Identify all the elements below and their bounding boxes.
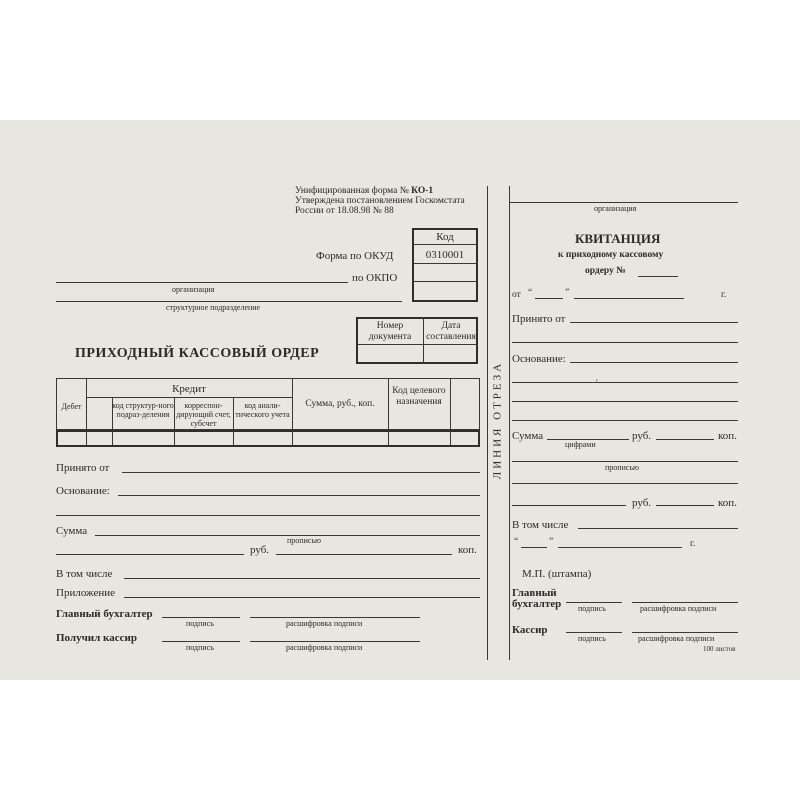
code-divider (412, 263, 478, 264)
cut-line (487, 186, 488, 660)
subdivision-caption: структурное подразделение (166, 303, 261, 312)
struct-code-header: код структур-ного подраз-деления (112, 401, 174, 419)
receipt-received-from-line[interactable] (570, 322, 738, 323)
receipt-sum-words-line-2[interactable] (512, 483, 738, 484)
received-cashier-label: Получил кассир (56, 632, 137, 644)
basis-line[interactable] (118, 495, 480, 496)
debit-header: Дебет (61, 402, 82, 411)
date-header: Дата составления (426, 321, 476, 343)
receipt-mark: ' (596, 379, 598, 389)
receipt-year-label-2: г. (690, 539, 696, 549)
form-code: КО-1 (411, 186, 434, 196)
sum-kop-line[interactable] (276, 554, 452, 555)
rub-label: руб. (250, 544, 270, 556)
cut-line-label: ЛИНИЯ ОТРЕЗА (491, 360, 504, 480)
signature-caption: подпись (186, 643, 214, 652)
corr-account-header: корреспон-дирующий счет, субсчет (176, 401, 231, 428)
receipt-chief-accountant-label-1: Главный (512, 587, 557, 599)
receipt-year-label: г. (721, 290, 727, 300)
table-data-row[interactable] (56, 430, 480, 447)
receipt-signature-caption: подпись (578, 604, 606, 613)
okud-label: Форма по ОКУД (316, 250, 394, 262)
receipt-organization-caption: организация (594, 204, 637, 213)
receipt-received-from-label: Принято от (512, 313, 566, 325)
form-sheet (0, 120, 800, 680)
attachment-label: Приложение (56, 587, 116, 599)
quote-open: “ (514, 537, 519, 547)
form-approval-line3: России от 18.08.98 № 88 (295, 206, 394, 216)
receipt-cashier-label: Кассир (512, 624, 548, 636)
document-title: ПРИХОДНЫЙ КАССОВЫЙ ОРДЕР (75, 346, 320, 361)
receipt-rub-label-2: руб. (632, 497, 652, 509)
organization-line[interactable] (56, 282, 348, 283)
receipt-organization-line[interactable] (510, 202, 738, 203)
receipt-from-label: от (512, 290, 521, 300)
receipt-in-words-caption: прописью (605, 463, 640, 472)
kop-label: коп. (458, 544, 477, 556)
receipt-day-line-2[interactable] (521, 547, 547, 548)
including-label: В том числе (56, 568, 113, 580)
receipt-month-line[interactable] (574, 298, 684, 299)
receipt-border (509, 186, 510, 660)
receipt-including-label: В том числе (512, 519, 569, 531)
chief-accountant-signature-line[interactable] (162, 617, 240, 618)
in-digits-caption: цифрами (565, 440, 596, 449)
credit-divider (86, 397, 292, 398)
receipt-basis-line[interactable] (570, 362, 738, 363)
receipt-order-number-line[interactable] (638, 276, 678, 277)
receipt-basis-line-4[interactable] (512, 420, 738, 421)
receipt-chief-signature-line[interactable] (566, 602, 622, 603)
number-date-row-line (356, 344, 478, 345)
receipt-chief-accountant-label-2: бухгалтер (512, 598, 562, 610)
receipt-order-number-label: ордеру № (585, 266, 626, 276)
quote-close: ” (565, 288, 570, 298)
signature-caption: подпись (186, 619, 214, 628)
chief-accountant-label: Главный бухгалтер (56, 608, 153, 620)
receipt-day-line[interactable] (535, 298, 563, 299)
received-from-label: Принято от (56, 462, 110, 474)
received-from-line[interactable] (122, 472, 480, 473)
stamp-label: М.П. (штампа) (522, 568, 592, 580)
receipt-sum-kop-line[interactable] (656, 439, 714, 440)
attachment-line[interactable] (124, 597, 480, 598)
receipt-including-line[interactable] (578, 528, 738, 529)
okpo-label: по ОКПО (352, 272, 398, 284)
receipt-signature-caption: подпись (578, 634, 606, 643)
cashier-signature-line[interactable] (162, 641, 240, 642)
organization-caption: организация (172, 285, 215, 294)
basis-line-2[interactable] (56, 515, 480, 516)
form-label: Унифицированная форма № (295, 186, 409, 196)
chief-accountant-decode-line[interactable] (250, 617, 420, 618)
code-divider (412, 244, 478, 245)
cashier-decode-line[interactable] (250, 641, 420, 642)
quote-open: “ (528, 288, 533, 298)
receipt-title: КВИТАНЦИЯ (575, 231, 661, 246)
sum-rub-line[interactable] (56, 554, 244, 555)
okud-code-value[interactable]: 0310001 (425, 249, 465, 261)
receipt-basis-line-3[interactable] (512, 401, 738, 402)
code-divider (412, 281, 478, 282)
code-header: Код (436, 231, 454, 243)
receipt-cashier-decode-line[interactable] (632, 632, 738, 633)
signature-decode-caption: расшифровка подписи (286, 619, 363, 628)
receipt-sum-words-line-3[interactable] (512, 505, 626, 506)
receipt-month-line-2[interactable] (558, 547, 682, 548)
receipt-basis-label: Основание: (512, 353, 566, 365)
receipt-cashier-signature-line[interactable] (566, 632, 622, 633)
in-words-caption: прописью (287, 536, 322, 545)
basis-label: Основание: (56, 485, 110, 497)
including-line[interactable] (124, 578, 480, 579)
receipt-sum-label: Сумма (512, 430, 544, 442)
form-approval-line2: Утверждена постановлением Госкомстата (295, 196, 465, 206)
receipt-rub-label: руб. (632, 430, 652, 442)
receipt-chief-decode-line[interactable] (632, 602, 738, 603)
credit-header: Кредит (172, 383, 206, 395)
receipt-sum-kop-line-2[interactable] (656, 505, 714, 506)
receipt-sum-words-line[interactable] (512, 461, 738, 462)
receipt-signature-decode-caption: расшифровка подписи (638, 634, 715, 643)
purpose-code-header: Код целевого назначения (392, 386, 446, 407)
analytic-code-header: код анали-тического учета (235, 401, 290, 419)
receipt-received-from-line-2[interactable] (512, 342, 738, 343)
receipt-kop-label-2: коп. (718, 497, 737, 509)
signature-decode-caption: расшифровка подписи (286, 643, 363, 652)
number-header: Номер документа (368, 321, 412, 343)
subdivision-line[interactable] (56, 301, 402, 302)
receipt-subtitle: к приходному кассовому (558, 250, 664, 260)
receipt-signature-decode-caption: расшифровка подписи (640, 604, 717, 613)
sum-header: Сумма, руб., коп. (305, 399, 375, 409)
sheets-count: 100 листов (703, 645, 736, 653)
sum-label: Сумма (56, 525, 88, 537)
quote-close: ” (549, 537, 554, 547)
receipt-kop-label: коп. (718, 430, 737, 442)
receipt-basis-line-2[interactable] (512, 382, 738, 383)
